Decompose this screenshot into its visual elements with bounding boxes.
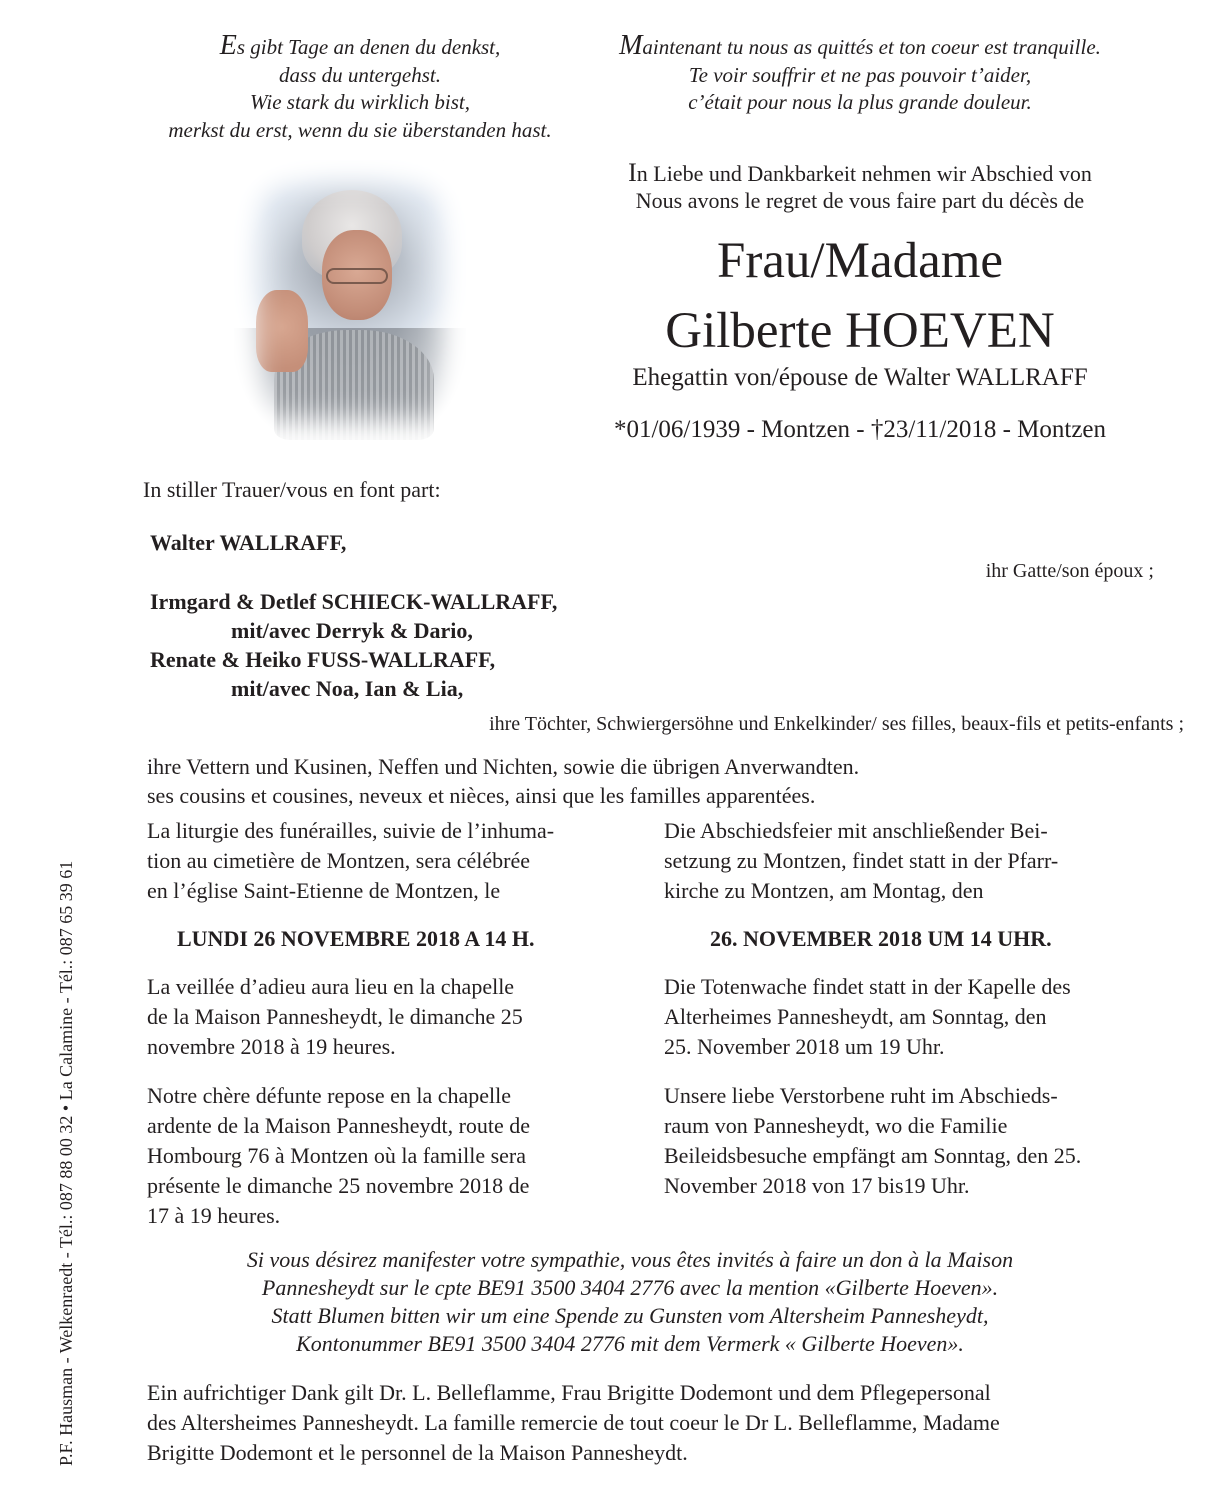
text-line: Alterheimes Pannesheydt, am Sonntag, den <box>664 1004 1047 1029</box>
poem-french-initial: M <box>619 30 643 61</box>
text-line: kirche zu Montzen, am Montag, den <box>664 878 984 903</box>
relatives-french: ses cousins et cousines, neveux et nièces, ainsi que les familles apparentées. <box>147 783 816 808</box>
visit-french <box>147 1081 530 1231</box>
text-line: raum von Pannesheydt, wo die Familie <box>664 1113 1008 1138</box>
text-line: novembre 2018 à 19 heures. <box>147 1034 396 1059</box>
poem-german-line-3: Wie stark du wirklich bist, <box>250 90 470 114</box>
poem-french-line-3: c’était pour nous la plus grande douleur. <box>688 90 1032 114</box>
poem-german-line-2: dass du untergehst. <box>279 62 441 87</box>
text-line: des Altersheimes Pannesheydt. La famille remercie de tout coeur le Dr L. Belleflamme, Madame <box>147 1410 1000 1435</box>
text-line: ardente de la Maison Pannesheydt, route de <box>147 1113 531 1138</box>
portrait-photo <box>234 160 466 440</box>
poem-german-line-4: merkst du erst, wenn du sie überstanden hast. <box>168 117 552 142</box>
printer-credit: P.F. Hausman - Welkenraedt - Tél.: 087 88 00 32 • La Calamine - Tél.: 087 65 39 61 <box>56 860 76 1466</box>
text-line: La liturgie des funérailles, suivie de l’inhuma- <box>147 818 555 843</box>
mourner-spouse-role: ihr Gatte/son époux ; <box>985 560 1154 582</box>
text-line: 17 à 19 heures. <box>147 1203 281 1228</box>
mourner-family-line: Irmgard & Detlef SCHIECK-WALLRAFF, <box>150 589 558 614</box>
funeral-french-date: LUNDI 26 NOVEMBRE 2018 A 14 H. <box>177 926 535 951</box>
text-line: de la Maison Pannesheydt, le dimanche 25 <box>147 1004 523 1029</box>
visit-german <box>664 1081 1081 1201</box>
relatives-german: ihre Vettern und Kusinen, Neffen und Nichten, sowie die übrigen Anverwandten. <box>147 754 860 779</box>
deceased-name: Gilberte HOEVEN <box>665 303 1055 359</box>
text-line: tion au cimetière de Montzen, sera célébrée <box>147 848 530 873</box>
funeral-german-intro <box>664 816 1058 906</box>
deceased-spouse-line: Ehegattin von/épouse de Walter WALLRAFF <box>632 364 1088 391</box>
poem-german-line-1: s gibt Tage an denen du denkst, <box>236 35 501 59</box>
text-line: 25. November 2018 um 19 Uhr. <box>664 1034 945 1059</box>
vigil-german <box>664 972 1071 1062</box>
donation-notice <box>120 1246 1140 1358</box>
text-line: Si vous désirez manifester votre sympathie, vous êtes invités à faire un don à la Maison <box>246 1247 1014 1272</box>
poem-german-initial: E <box>219 30 237 61</box>
mourner-family-line: Renate & Heiko FUSS-WALLRAFF, <box>150 647 496 672</box>
funeral-french-intro <box>147 816 554 906</box>
thanks-notice <box>147 1378 1000 1468</box>
deceased-dates: *01/06/1939 - Montzen - †23/11/2018 - Montzen <box>613 416 1107 443</box>
text-line: La veillée d’adieu aura lieu en la chapelle <box>147 974 515 999</box>
text-line: Ein aufrichtiger Dank gilt Dr. L. Belleflamme, Frau Brigitte Dodemont und dem Pflegepersonal <box>147 1380 991 1405</box>
vigil-french <box>147 972 523 1062</box>
text-line: Die Abschiedsfeier mit anschließender Bei- <box>664 818 1048 843</box>
text-line: Pannesheydt sur le cpte BE91 3500 3404 2776 avec la mention «Gilberte Hoeven». <box>261 1275 999 1300</box>
mourner-family-line: mit/avec Derryk & Dario, <box>231 618 473 643</box>
text-line: Die Totenwache findet statt in der Kapelle des <box>664 974 1071 999</box>
poem-french-line-1: aintenant tu nous as quittés et ton coeur est tranquille. <box>642 35 1101 59</box>
text-line: Brigitte Dodemont et le personnel de la Maison Pannesheydt. <box>147 1440 688 1465</box>
mourner-spouse-name: Walter WALLRAFF, <box>150 530 347 555</box>
mourners-heading: In stiller Trauer/vous en font part: <box>143 477 441 502</box>
text-line: Statt Blumen bitten wir um eine Spende zu Gunsten vom Altersheim Pannesheydt, <box>271 1303 989 1328</box>
text-line: Beileidsbesuche empfängt am Sonntag, den 25. <box>664 1143 1082 1168</box>
intro-german-text: n Liebe und Dankbarkeit nehmen wir Abschied von <box>636 161 1092 186</box>
poem-french-line-2: Te voir souffrir et ne pas pouvoir t’aider, <box>688 62 1032 87</box>
relatives <box>147 752 859 810</box>
text-line: en l’église Saint-Etienne de Montzen, le <box>147 878 501 903</box>
poem-french <box>590 32 1130 117</box>
text-line: Hombourg 76 à Montzen où la famille sera <box>147 1143 526 1168</box>
mourner-family-line: mit/avec Noa, Ian & Lia, <box>231 676 464 701</box>
poem-german <box>130 32 590 144</box>
text-line: présente le dimanche 25 novembre 2018 de <box>147 1173 530 1198</box>
text-line: Unsere liebe Verstorbene ruht im Abschieds- <box>664 1083 1058 1108</box>
intro-german-initial: I <box>628 158 637 187</box>
photo-vignette <box>234 160 466 440</box>
intro-french: Nous avons le regret de vous faire part du décès de <box>635 188 1085 213</box>
mourner-family-role: ihre Töchter, Schwiergersöhne und Enkelkinder/ ses filles, beaux-fils et petits-enfants ; <box>489 713 1184 735</box>
text-line: Notre chère défunte repose en la chapelle <box>147 1083 512 1108</box>
mourner-family-list <box>150 587 557 703</box>
deceased-title: Frau/Madame <box>716 233 1004 289</box>
text-line: November 2018 von 17 bis19 Uhr. <box>664 1173 970 1198</box>
funeral-german-date: 26. NOVEMBER 2018 UM 14 UHR. <box>710 926 1052 951</box>
text-line: Kontonummer BE91 3500 3404 2776 mit dem Vermerk « Gilberte Hoeven». <box>296 1331 964 1356</box>
intro-german <box>590 158 1130 188</box>
text-line: setzung zu Montzen, findet statt in der Pfarr- <box>664 848 1059 873</box>
